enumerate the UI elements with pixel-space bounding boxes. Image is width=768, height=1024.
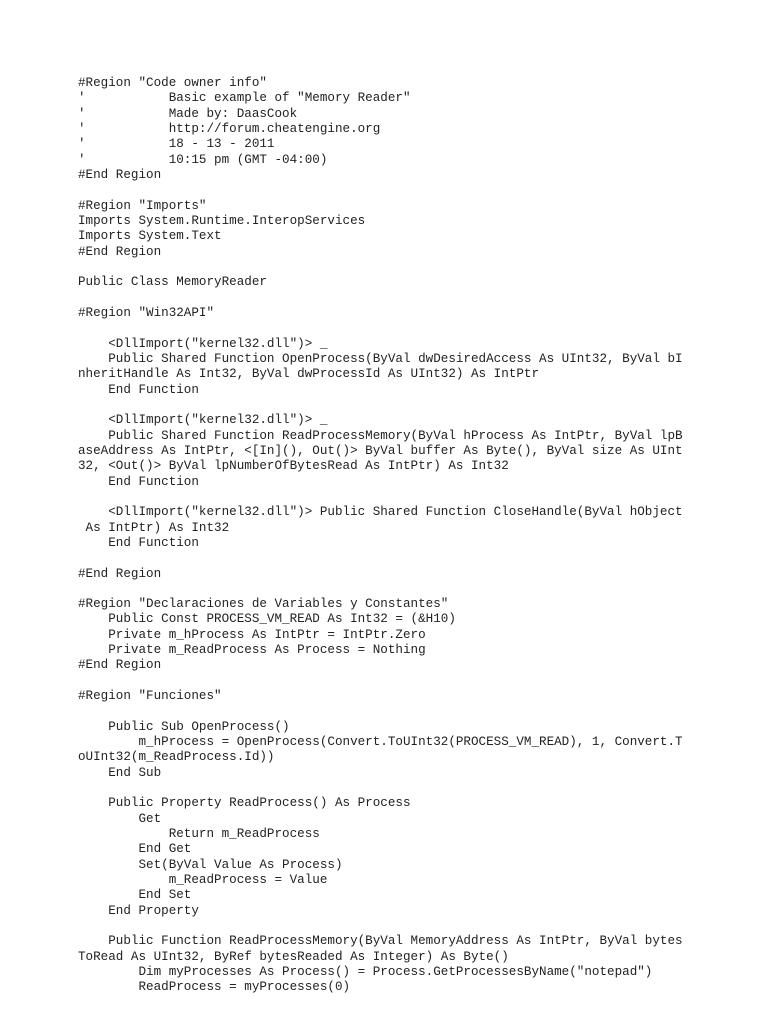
code-line: Public Const PROCESS_VM_READ As Int32 = (&H10) [78,612,456,627]
code-line [78,321,683,336]
code-line: ' Made by: DaasCook [78,106,298,121]
code-line: #End Region [78,658,162,673]
code-line: End Function [78,474,199,489]
code-line: #Region "Funciones" [78,689,222,704]
code-line: End Get [78,842,192,857]
code-line: nheritHandle As Int32, ByVal dwProcessId As UInt32) As IntPtr [78,367,540,382]
code-line: m_ReadProcess = Value [78,873,328,888]
code-line: Imports System.Runtime.InteropServices [78,213,366,228]
code-line: End Function [78,382,199,397]
code-line [78,582,683,597]
code-line: #Region "Win32API" [78,305,215,320]
code-line: Public Shared Function ReadProcessMemory(ByVal hProcess As IntPtr, ByVal lpB [78,428,683,443]
code-line [78,919,683,934]
code-line [78,490,683,505]
code-line: 32, <Out()> ByVal lpNumberOfBytesRead As IntPtr) As Int32 [78,459,509,474]
code-line: Public Shared Function OpenProcess(ByVal dwDesiredAccess As UInt32, ByVal bI [78,351,683,366]
code-line: aseAddress As IntPtr, <[In](), Out()> ByVal buffer As Byte(), ByVal size As UInt [78,443,683,458]
code-line: ReadProcess = myProcesses(0) [78,980,351,995]
code-line: #Region "Declaraciones de Variables y Constantes" [78,597,449,612]
code-line [78,781,683,796]
code-line [78,291,683,306]
code-line: Get [78,811,162,826]
code-line: Public Sub OpenProcess() [78,719,290,734]
code-line: ToRead As UInt32, ByRef bytesReaded As Integer) As Byte() [78,949,509,964]
code-line: #Region "Imports" [78,198,207,213]
code-line: End Set [78,888,192,903]
code-line: #End Region [78,244,162,259]
code-line: ' 10:15 pm (GMT -04:00) [78,152,328,167]
code-line: #Region "Code owner info" [78,76,267,90]
code-line: End Function [78,535,199,550]
code-line: Dim myProcesses As Process() = Process.GetProcessesByName("notepad") [78,965,653,980]
code-line: ' Basic example of "Memory Reader" [78,91,411,106]
code-line [78,551,683,566]
code-line: #End Region [78,566,162,581]
code-line: End Property [78,903,199,918]
code-line: m_hProcess = OpenProcess(Convert.ToUInt32(PROCESS_VM_READ), 1, Convert.T [78,735,683,750]
code-line: #End Region [78,167,162,182]
code-line: Private m_ReadProcess As Process = Nothing [78,643,426,658]
code-line: Imports System.Text [78,229,222,244]
code-line [78,704,683,719]
code-line: ' 18 - 13 - 2011 [78,137,275,152]
code-line: Public Class MemoryReader [78,275,267,290]
code-line: ' http://forum.cheatengine.org [78,121,381,136]
code-line: As IntPtr) As Int32 [78,520,230,535]
code-line: oUInt32(m_ReadProcess.Id)) [78,750,275,765]
code-line: End Sub [78,765,162,780]
code-line [78,260,683,275]
code-line [78,398,683,413]
code-line [78,674,683,689]
code-line: Return m_ReadProcess [78,827,320,842]
code-listing [78,76,683,996]
code-line: Public Property ReadProcess() As Process [78,796,411,811]
code-line: Private m_hProcess As IntPtr = IntPtr.Zero [78,627,426,642]
code-line: Set(ByVal Value As Process) [78,857,343,872]
code-line: <DllImport("kernel32.dll")> _ [78,336,328,351]
code-line [78,183,683,198]
code-line: <DllImport("kernel32.dll")> Public Shared Function CloseHandle(ByVal hObject [78,505,683,520]
code-line: Public Function ReadProcessMemory(ByVal MemoryAddress As IntPtr, ByVal bytes [78,934,683,949]
code-line: <DllImport("kernel32.dll")> _ [78,413,328,428]
